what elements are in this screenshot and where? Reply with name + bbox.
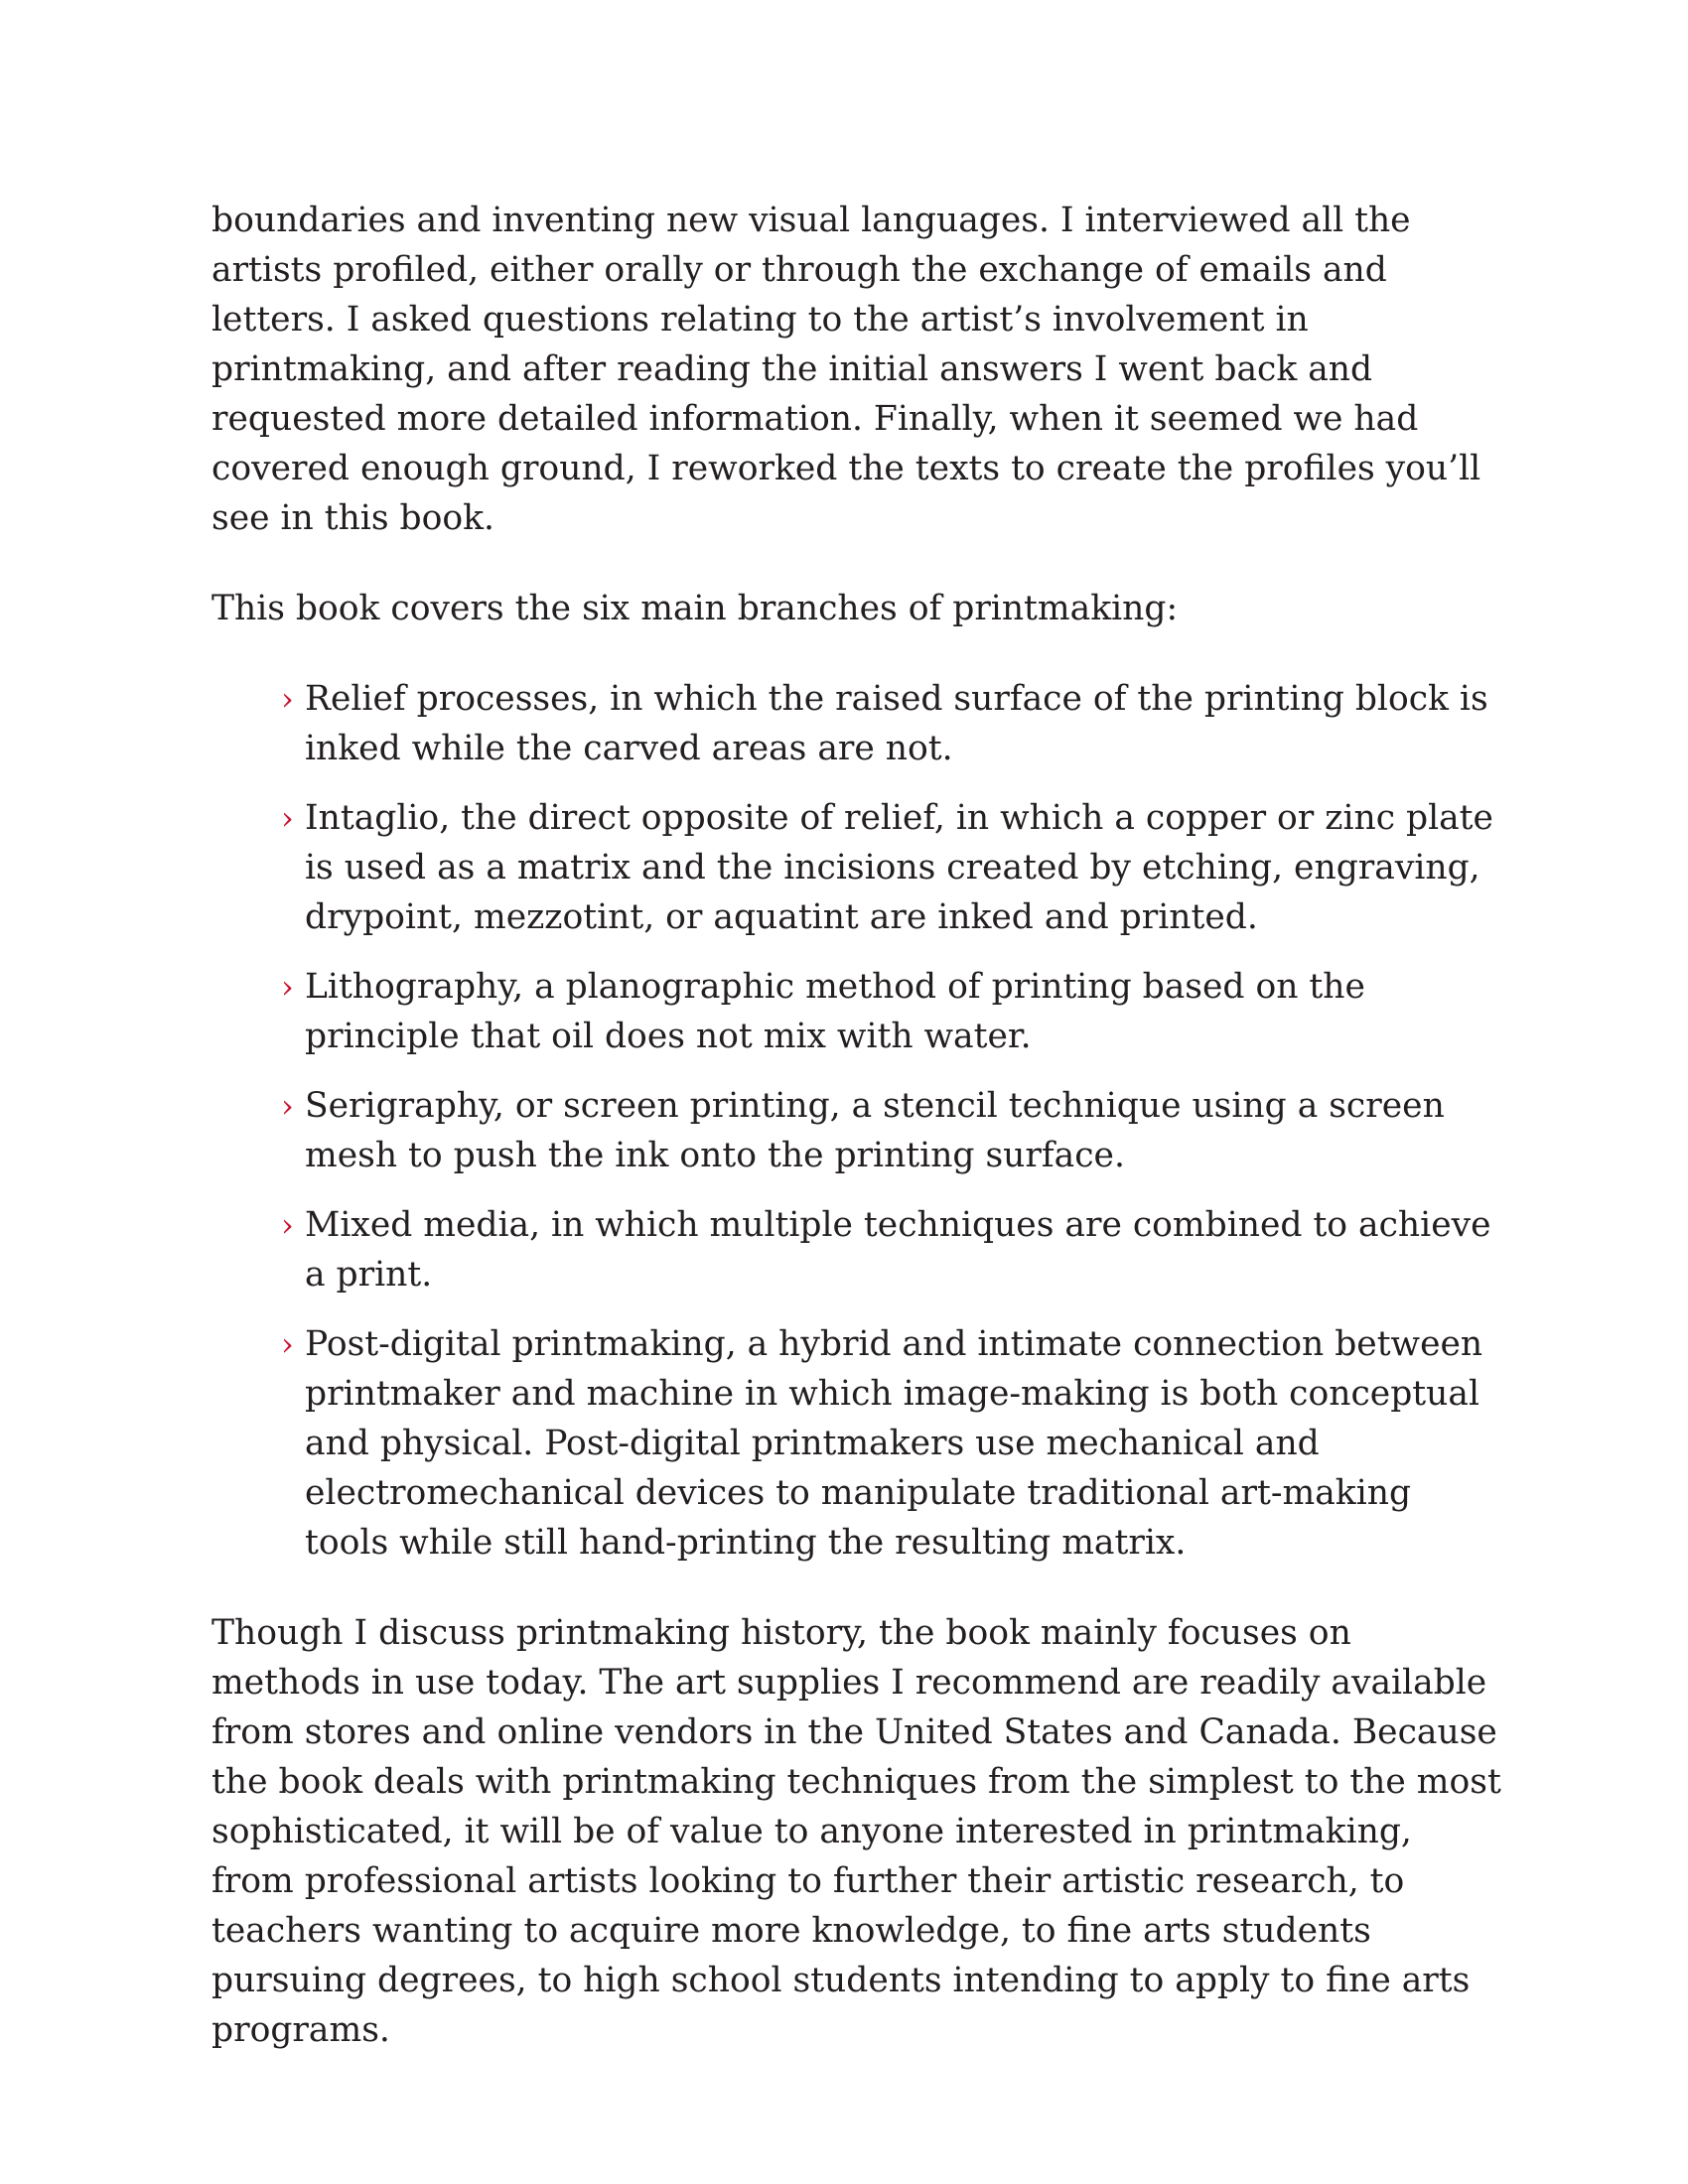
chevron-right-icon: › [281,799,294,837]
chevron-right-icon: › [281,968,294,1006]
printmaking-branches-list [211,674,1502,1568]
page-body [211,196,1502,2055]
list-item-serigraphy [281,1081,1502,1180]
chevron-right-icon: › [281,1087,294,1125]
paragraph-audience: Though I discuss printmaking history, the book mainly focuses on methods in use today. The art supplies I recommend are readily available from stores and online vendors in the United States and Canada. Because the book deals with printmaking techniques from the simplest to the most sophisticated, it will be of value to anyone interested in printmaking, from professional artists looking to further their artistic research, to teachers wanting to acquire more knowledge, to fine arts students pursuing degrees, to high school students intending to apply to fine arts programs. [211,1613,1501,2050]
list-item-intaglio [281,793,1502,942]
list-item-text: Mixed media, in which multiple techniques are combined to achieve a print. [305,1205,1491,1295]
list-item-lithography [281,962,1502,1061]
list-item-mixed-media [281,1200,1502,1299]
list-item-post-digital [281,1319,1502,1568]
paragraph-branches-intro: This book covers the six main branches of printmaking: [211,589,1179,628]
list-item-text: Post-digital printmaking, a hybrid and intimate connection between printmaker and machine in which image-making is both conceptual and physical. Post-digital printmakers use mechanical and electromechanical devices to manipulate traditional art-making tools while still hand-printing the resulting matrix. [305,1324,1483,1563]
chevron-right-icon: › [281,1206,294,1244]
chevron-right-icon: › [281,1325,294,1363]
list-item-text: Relief processes, in which the raised surface of the printing block is inked while the carved areas are not. [305,679,1488,768]
list-item-text: Lithography, a planographic method of printing based on the principle that oil does not mix with water. [305,967,1365,1056]
list-item-text: Intaglio, the direct opposite of relief, in which a copper or zinc plate is used as a matrix and the incisions created by etching, engraving, drypoint, mezzotint, or aquatint are inked and printed. [305,798,1493,937]
chevron-right-icon: › [281,680,294,718]
paragraph-interviews: boundaries and inventing new visual languages. I interviewed all the artists profiled, either orally or through the exchange of emails and letters. I asked questions relating to the artist’s involvement in printmaking, and after reading the initial answers I went back and requested more detailed information. Finally, when it seemed we had covered enough ground, I reworked the texts to create the profiles you’ll see in this book. [211,201,1481,538]
list-item-text: Serigraphy, or screen printing, a stencil technique using a screen mesh to push the ink onto the printing surface. [305,1086,1445,1175]
list-item-relief [281,674,1502,773]
